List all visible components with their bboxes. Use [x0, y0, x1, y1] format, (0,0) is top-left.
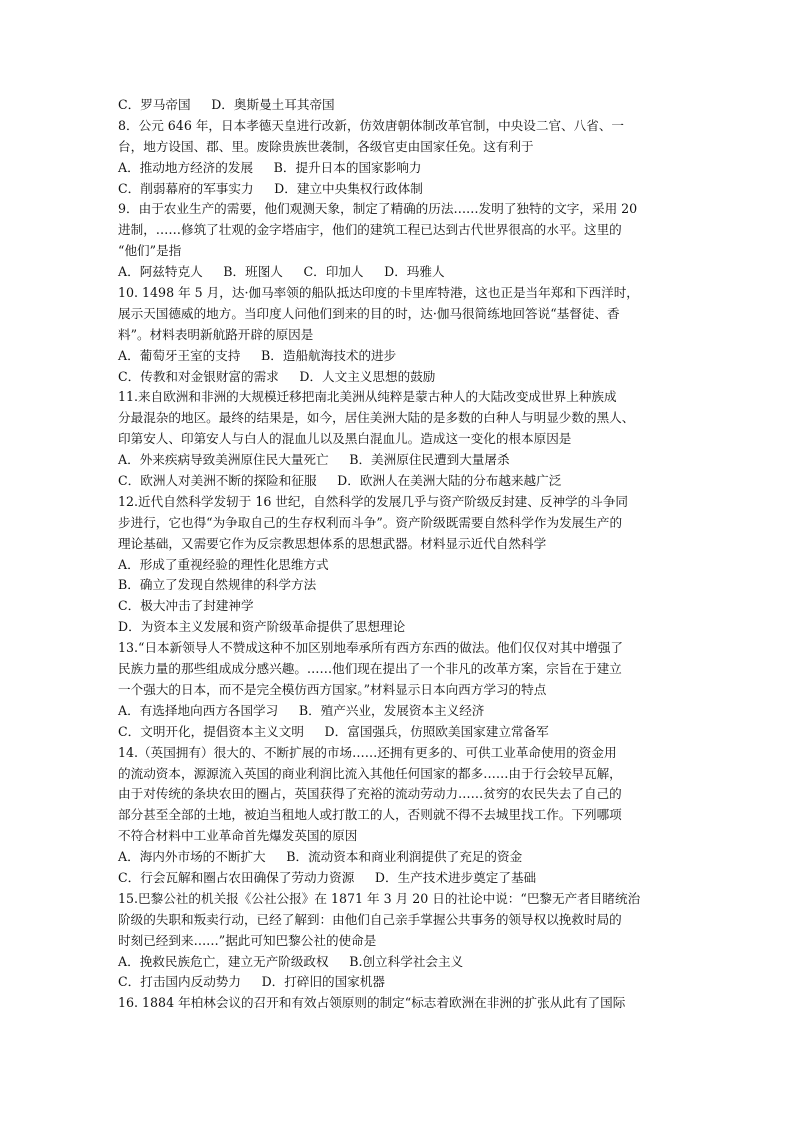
answer-options: A．外来疾病导致美洲原住民大量死亡 B．美洲原住民遭到大量屠杀 [118, 452, 510, 468]
answer-options: C．传教和对金银财富的需求 D．人文主义思想的鼓励 [118, 368, 436, 384]
question-13-stem: 13.“日本新领导人不赞成这种不加区别地奉承所有西方东西的做法。他们仅仅对其中增强了 [118, 640, 624, 656]
answer-options: A．推动地方经济的发展 B．提升日本的国家影响力 [118, 159, 422, 175]
text-line: 民族力量的那些组成成分感兴趣。……他们现在提出了一个非凡的改革方案，宗旨在于建立 [118, 661, 622, 677]
text-line: 分最混杂的地区。最终的结果是，如今，居住美洲大陆的是多数的白种人与明显少数的黑人、 [118, 410, 635, 426]
text-line: 步进行，它也得“为争取自己的生存权利而斗争”。资产阶级既需要自然科学作为发展生产的 [118, 514, 623, 530]
question-8-stem: 8．公元 646 年，日本孝德天皇进行改新，仿效唐朝体制改革官制，中央设二官、八省、一 [118, 117, 625, 133]
answer-options: A．葡萄牙王室的支持 B．造船航海技术的进步 [118, 347, 397, 363]
question-11-stem: 11.来自欧洲和非洲的大规模迁移把南北美洲从纯粹是蒙古种人的大陆改变成世界上种族成 [118, 389, 617, 405]
question-9-stem: 9．由于农业生产的需要，他们观测天象，制定了精确的历法……发明了独特的文字，采用 20 [118, 201, 638, 217]
answer-options: C．打击国内反动势力 D．打碎旧的国家机器 [118, 974, 386, 990]
text-line: 的流动资本，源源流入英国的商业利润比流入其他任何国家的都多……由于行会较早瓦解， [118, 765, 622, 781]
text-line: 阶级的失职和叛卖行动，已经了解到：由他们自己亲手掌握公共事务的领导权以挽救时局的 [118, 911, 622, 927]
question-14-stem: 14.（英国拥有）很大的、不断扩展的市场……还拥有更多的、可供工业革命使用的资金用 [118, 744, 617, 760]
answer-options: C．行会瓦解和圈占农田确保了劳动力资源 D．生产技术进步奠定了基础 [118, 869, 537, 885]
answer-option: C．极大冲击了封建神学 [118, 598, 254, 614]
text-line: 进制，……修筑了壮观的金字塔庙宇，他们的建筑工程已达到古代世界很高的水平。这里的 [118, 222, 622, 238]
answer-options: A．有选择地向西方各国学习 B．殖产兴业，发展资本主义经济 [118, 702, 485, 718]
answer-options: A．阿兹特克人 B．班图人 C．印加人 D．玛雅人 [118, 264, 445, 280]
answer-option: B．确立了发现自然规律的科学方法 [118, 577, 317, 593]
answer-option: A．形成了重视经验的理性化思维方式 [118, 556, 329, 572]
text-line: 印第安人、印第安人与白人的混血儿以及黑白混血儿。造成这一变化的根本原因是 [118, 431, 572, 447]
answer-options: C．削弱幕府的军事实力 D．建立中央集权行政体制 [118, 180, 423, 196]
exam-page [118, 95, 678, 1014]
text-line: 由于对传统的条块农田的圈占，英国获得了充裕的流动劳动力……贫穷的农民失去了自己的 [118, 786, 622, 802]
question-15-stem: 15.巴黎公社的机关报《公社公报》在 1871 年 3 月 20 日的社论中说：“巴黎无产者目睹统治 [118, 890, 641, 906]
answer-option: D．为资本主义发展和资产阶级革命提供了思想理论 [118, 619, 406, 635]
question-12-stem: 12.近代自然科学发轫于 16 世纪，自然科学的发展几乎与资产阶级反封建、反神学的斗争同 [118, 493, 629, 509]
answer-options: A．挽救民族危亡，建立无产阶级政权 B.创立科学社会主义 [118, 953, 464, 969]
text-line: 时刻已经到来……”据此可知巴黎公社的使命是 [118, 932, 377, 948]
question-10-stem: 10. 1498 年 5 月，达·伽马率领的船队抵达印度的卡里库特港，这也正是当年郑和下西洋时， [118, 285, 639, 301]
text-line: 不符合材料中工业革命首先爆发英国的原因 [118, 828, 358, 844]
text-line: C．罗马帝国 D．奥斯曼土耳其帝国 [118, 97, 335, 112]
text-line: “他们”是指 [118, 243, 182, 259]
text-line: 展示天国德威的地方。当印度人问他们到来的目的时，达·伽马很简练地回答说“基督徒、香 [118, 305, 620, 321]
text-line: 料”。材料表明新航路开辟的原因是 [118, 326, 314, 342]
text-line: 台，地方设国、郡、里。废除贵族世袭制，各级官吏由国家任免。这有利于 [118, 138, 534, 154]
answer-options: C．欧洲人对美洲不断的探险和征服 D．欧洲人在美洲大陆的分布越来越广泛 [118, 473, 562, 489]
answer-options: C．文明开化，提倡资本主义文明 D．富国强兵，仿照欧美国家建立常备军 [118, 723, 549, 739]
text-line: 部分甚至全部的土地，被迫当租地人或打散工的人，否则就不得不去城里找工作。下列哪项 [118, 807, 622, 823]
question-16-stem: 16. 1884 年柏林会议的召开和有效占领原则的制定“标志着欧洲在非洲的扩张从此有了国际 [118, 995, 626, 1011]
text-line: 一个强大的日本，而不是完全模仿西方国家。”材料显示日本向西方学习的特点 [118, 681, 547, 697]
answer-options: A．海内外市场的不断扩大 B．流动资本和商业利润提供了充足的资金 [118, 849, 523, 865]
text-line: 理论基础，又需要它作为反宗教思想体系的思想武器。材料显示近代自然科学 [118, 535, 547, 551]
